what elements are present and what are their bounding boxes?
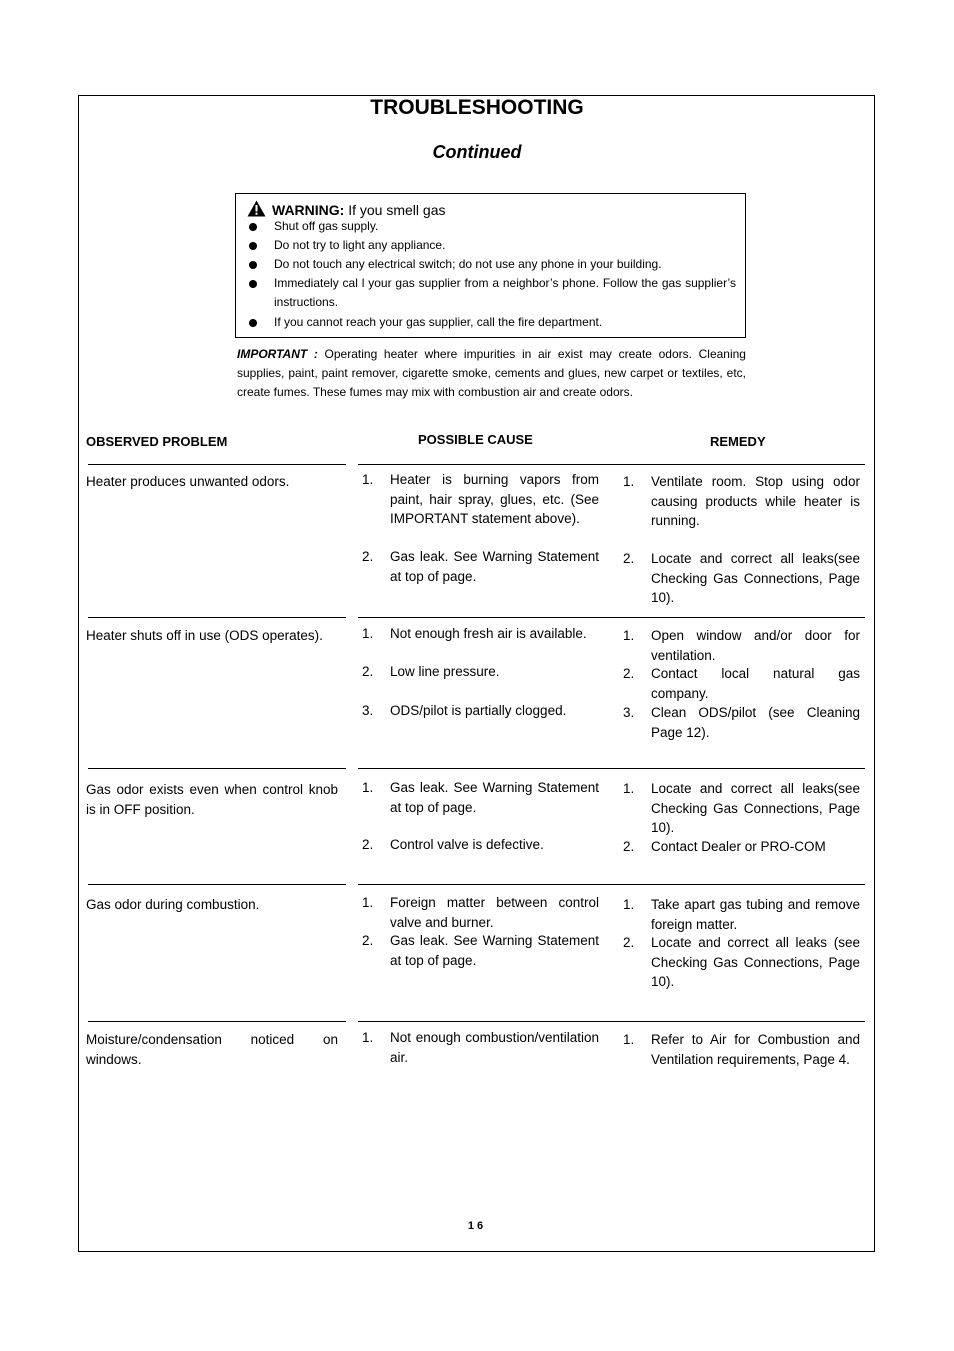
remedy-item: 1. Locate and correct all leaks(see Checking Gas Connections, Page 10). — [623, 781, 860, 835]
remedy-item: 1. Open window and/or door for ventilation. — [623, 628, 860, 663]
remedy-item: 1. Refer to Air for Combustion and Ventilation requirements, Page 4. — [623, 1032, 860, 1067]
warning-item: Do not try to light any appliance. — [247, 236, 736, 255]
problem-text: Gas odor during combustion. — [86, 897, 260, 912]
problem-text: Heater shuts off in use (ODS operates). — [86, 628, 323, 643]
problem-text: Gas odor exists even when control knob is in OFF position. — [86, 782, 338, 817]
warning-box — [235, 193, 746, 338]
cause-item: 2. Gas leak. See Warning Statement at top of page. — [362, 549, 599, 584]
problem-text: Moisture/condensation noticed on windows. — [86, 1032, 338, 1067]
row-divider — [358, 617, 865, 618]
row-divider — [358, 768, 865, 769]
important-label: IMPORTANT : — [237, 347, 318, 361]
remedy-item: 3. Clean ODS/pilot (see Cleaning Page 12). — [623, 705, 860, 740]
row-divider — [88, 884, 346, 885]
column-header-remedy: REMEDY — [710, 434, 766, 449]
cause-item: 1. Foreign matter between control valve and burner. — [362, 895, 599, 930]
row-divider — [358, 1021, 865, 1022]
row-divider — [88, 1021, 346, 1022]
remedy-item: 2. Locate and correct all leaks(see Checking Gas Connections, Page 10). — [623, 551, 860, 605]
column-header-cause: POSSIBLE CAUSE — [418, 432, 533, 447]
warning-label: WARNING: — [272, 202, 345, 218]
remedy-item: 2. Contact local natural gas company. — [623, 666, 860, 701]
page-subtitle: Continued — [432, 142, 522, 162]
cause-item: 1. Not enough fresh air is available. — [362, 626, 587, 641]
warning-item: Shut off gas supply. — [247, 217, 736, 236]
row-divider — [88, 768, 346, 769]
warning-item: Immediately cal l your gas supplier from a neighbor’s phone. Follow the gas supplier’s instructions. — [247, 274, 736, 312]
page-number: 16 — [467, 1220, 487, 1232]
cause-item: 2. Gas leak. See Warning Statement at top of page. — [362, 933, 599, 968]
important-note — [237, 345, 746, 402]
problem-text: Heater produces unwanted odors. — [86, 474, 290, 489]
page-title: TROUBLESHOOTING — [370, 96, 584, 119]
remedy-item: 2. Locate and correct all leaks (see Checking Gas Connections, Page 10). — [623, 935, 860, 989]
row-divider — [358, 884, 865, 885]
remedy-item: 1. Ventilate room. Stop using odor causing products while heater is running. — [623, 474, 860, 528]
warning-item: Do not touch any electrical switch; do not use any phone in your building. — [247, 255, 736, 274]
cause-item: 3. ODS/pilot is partially clogged. — [362, 703, 567, 718]
cause-item: 1. Not enough combustion/ventilation air. — [362, 1030, 599, 1065]
remedy-item: 1. Take apart gas tubing and remove foreign matter. — [623, 897, 860, 932]
cause-item: 2. Low line pressure. — [362, 664, 500, 679]
row-divider — [358, 464, 865, 465]
cause-item: 1. Heater is burning vapors from paint, hair spray, glues, etc. (See IMPORTANT statement above). — [362, 472, 599, 526]
warning-item: If you cannot reach your gas supplier, call the fire department. — [247, 313, 736, 332]
cause-item: 2. Control valve is defective. — [362, 837, 544, 852]
remedy-item: 2. Contact Dealer or PRO-COM — [623, 839, 826, 854]
warning-text: If you smell gas — [348, 202, 446, 218]
important-text: Operating heater where impurities in air exist may create odors. Cleaning supplies, paint, paint remover, cigarette smoke, cements and glues, new carpet or textiles, etc, create fumes. These fumes may mix with combustion air and create odors. — [237, 347, 746, 399]
column-header-problem: OBSERVED PROBLEM — [86, 434, 228, 449]
row-divider — [88, 617, 346, 618]
row-divider — [88, 464, 346, 465]
cause-item: 1. Gas leak. See Warning Statement at top of page. — [362, 780, 599, 815]
